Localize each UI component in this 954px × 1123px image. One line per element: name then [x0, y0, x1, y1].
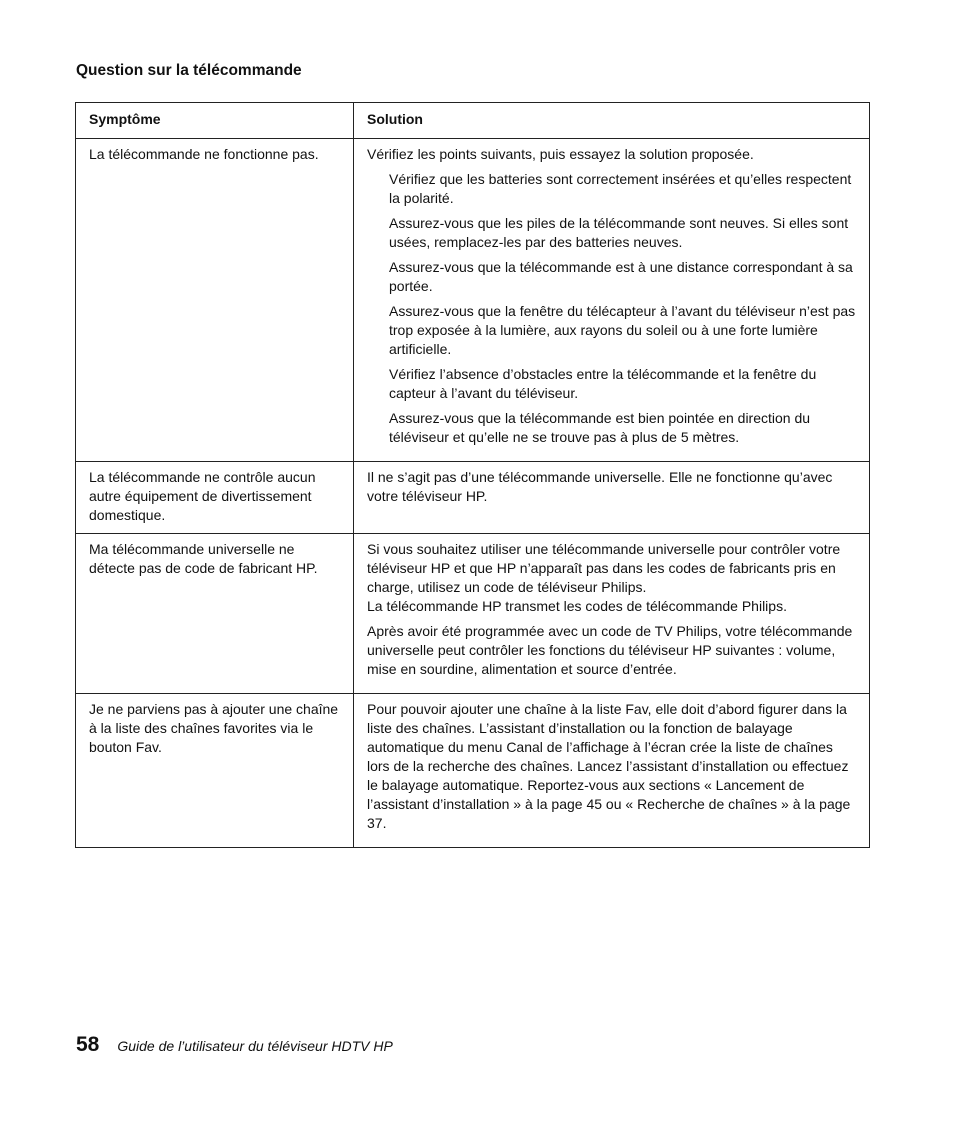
section-title: Question sur la télécommande	[76, 62, 302, 79]
symptom-cell: Je ne parviens pas à ajouter une chaîne à la liste des chaînes favorites via le bouton Fav.	[76, 694, 354, 848]
solution-text: Si vous souhaitez utiliser une télécommande universelle pour contrôler votre téléviseur HP et que HP n’apparaît pas dans les codes de fabricants pris en charge, utilisez un code de téléviseur Philips.	[367, 541, 841, 595]
table-row	[76, 139, 870, 462]
solution-cell	[354, 534, 870, 694]
solution-step: Assurez-vous que les piles de la télécommande sont neuves. Si elles sont usées, remplacez-les par des batteries neuves.	[389, 215, 849, 250]
solution-step: Vérifiez que les batteries sont correctement insérées et qu’elles respectent la polarité.	[389, 171, 852, 206]
solution-text: Après avoir été programmée avec un code de TV Philips, votre télécommande universelle peut contrôler les fonctions du téléviseur HP suivantes : volume, mise en sourdine, alimentation et source d’entrée.	[367, 623, 853, 677]
page-number: 58	[76, 1033, 100, 1056]
header-solution: Solution	[354, 103, 870, 139]
guide-title: Guide de l’utilisateur du téléviseur HDTV HP	[117, 1038, 393, 1054]
solution-cell	[354, 462, 870, 534]
table-row	[76, 462, 870, 534]
solution-text: Pour pouvoir ajouter une chaîne à la liste Fav, elle doit d’abord figurer dans la liste des chaînes. L’assistant d’installation ou la fonction de balayage automatique du menu Canal de l’affichage à l’écran crée la liste de chaînes lors de la recherche des chaînes. Lancez l’assistant d’installation ou effectuez le balayage automatique. Reportez-vous aux sections « Lancement de l’assistant d’installation » à la page 45 ou « Recherche de chaînes » à la page 37.	[367, 701, 851, 831]
header-symptom: Symptôme	[76, 103, 354, 139]
symptom-cell: La télécommande ne contrôle aucun autre équipement de divertissement domestique.	[76, 462, 354, 534]
table-row	[76, 694, 870, 848]
symptom-cell: Ma télécommande universelle ne détecte pas de code de fabricant HP.	[76, 534, 354, 694]
solution-step: Assurez-vous que la télécommande est à une distance correspondant à sa portée.	[389, 259, 853, 294]
table-header-row	[76, 103, 870, 139]
solution-step: Assurez-vous que la fenêtre du télécapteur à l’avant du téléviseur n’est pas trop exposée à la lumière, aux rayons du soleil ou à une forte lumière artificielle.	[389, 303, 856, 357]
solution-step: Vérifiez l’absence d’obstacles entre la télécommande et la fenêtre du capteur à l’avant du téléviseur.	[389, 366, 817, 401]
page-footer	[76, 1033, 393, 1057]
symptom-cell: La télécommande ne fonctionne pas.	[76, 139, 354, 462]
solution-text: Vérifiez les points suivants, puis essayez la solution proposée.	[367, 146, 754, 162]
table-row	[76, 534, 870, 694]
solution-step: Assurez-vous que la télécommande est bien pointée en direction du téléviseur et qu’elle ne se trouve pas à plus de 5 mètres.	[389, 410, 811, 445]
solution-cell	[354, 139, 870, 462]
solution-text: La télécommande HP transmet les codes de télécommande Philips.	[367, 598, 787, 614]
solution-text: Il ne s’agit pas d’une télécommande universelle. Elle ne fonctionne qu’avec votre téléviseur HP.	[367, 469, 833, 504]
troubleshooting-table	[75, 102, 870, 848]
solution-cell	[354, 694, 870, 848]
